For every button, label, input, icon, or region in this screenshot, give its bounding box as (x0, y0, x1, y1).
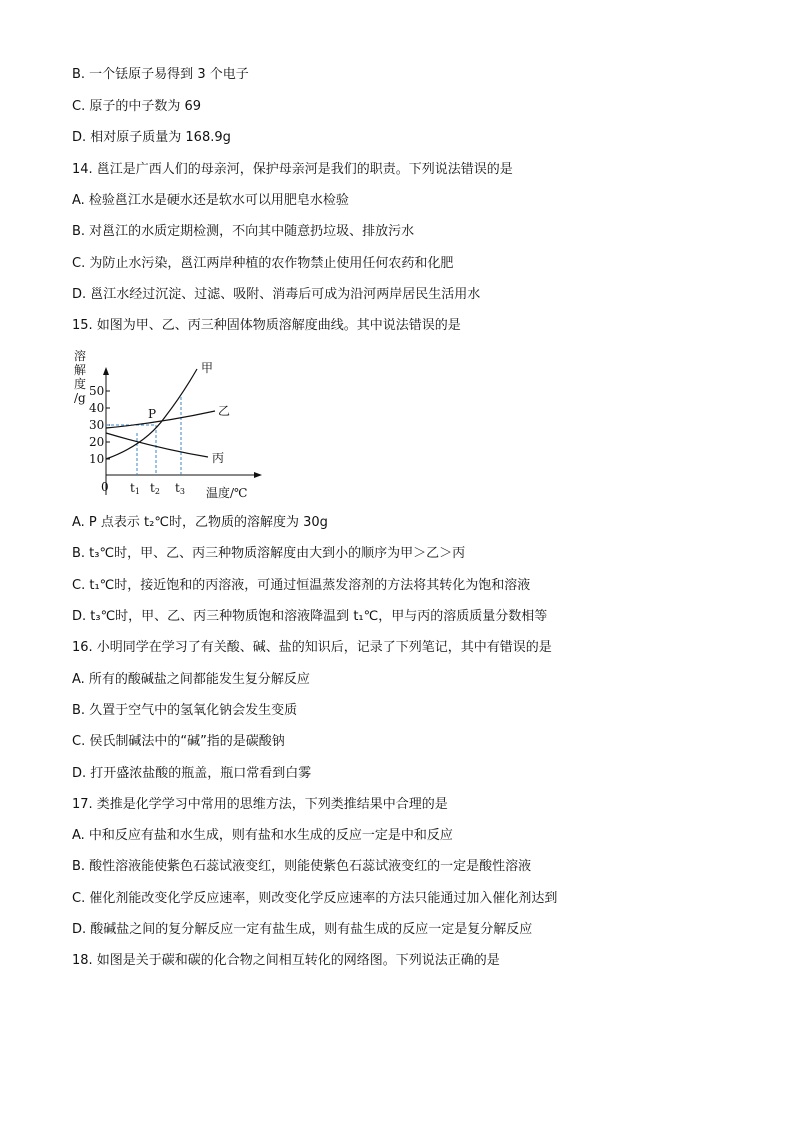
text-line-q13d: D. 相对原子质量为 168.9g (72, 130, 231, 145)
text-line-q14b: B. 对邕江的水质定期检测，不向其中随意扔垃圾、排放污水 (72, 224, 415, 239)
y-label-1: 溶 (74, 349, 87, 363)
text-line-q14c: C. 为防止水污染，邕江两岸种植的农作物禁止使用任何农药和化肥 (72, 256, 454, 271)
text-line-q17c: C. 催化剂能改变化学反应速率，则改变化学反应速率的方法只能通过加入催化剂达到 (72, 891, 558, 906)
text-line-q17: 17. 类推是化学学习中常用的思维方法，下列类推结果中合理的是 (72, 797, 448, 812)
text-line-q14: 14. 邕江是广西人们的母亲河，保护母亲河是我们的职责。下列说法错误的是 (72, 162, 513, 177)
curve-bing-label: 丙 (212, 451, 225, 465)
text-line-q16c: C. 侯氏制碱法中的“碱”指的是碳酸钠 (72, 734, 285, 749)
text-line-q15: 15. 如图为甲、乙、丙三种固体物质溶解度曲线。其中说法错误的是 (72, 318, 461, 333)
x-axis-arrow (254, 472, 262, 478)
text-line-q16b: B. 久置于空气中的氢氧化钠会发生变质 (72, 703, 298, 718)
text-line-q13b: B. 一个铥原子易得到 3 个电子 (72, 67, 249, 82)
curve-bing (106, 433, 208, 457)
ytick-label-50: 50 (89, 384, 105, 398)
text-line-q16: 16. 小明同学在学习了有关酸、碱、盐的知识后，记录了下列笔记，其中有错误的是 (72, 640, 552, 655)
curve-jia-label: 甲 (201, 361, 214, 375)
y-axis-arrow (103, 367, 109, 375)
text-line-q13c: C. 原子的中子数为 69 (72, 99, 202, 114)
y-label-4: /g (74, 391, 86, 405)
y-label-2: 解 (74, 363, 87, 377)
ytick-label-10: 10 (89, 452, 105, 466)
solubility-curve-graph (70, 345, 270, 505)
text-line-q14a: A. 检验邕江水是硬水还是软水可以用肥皂水检验 (72, 193, 349, 208)
text-line-q15a: A. P 点表示 t₂℃时，乙物质的溶解度为 30g (72, 515, 328, 530)
text-line-q17d: D. 酸碱盐之间的复分解反应一定有盐生成，则有盐生成的反应一定是复分解反应 (72, 922, 533, 937)
ytick-label-30: 30 (89, 418, 105, 432)
text-line-q17b: B. 酸性溶液能使紫色石蕊试液变红，则能使紫色石蕊试液变红的一定是酸性溶液 (72, 859, 532, 874)
ytick-label-20: 20 (89, 435, 105, 449)
xtick-t2: t2 (150, 481, 160, 496)
ytick-label-40: 40 (89, 401, 105, 415)
text-line-q15c: C. t₁℃时，接近饱和的丙溶液，可通过恒温蒸发溶剂的方法将其转化为饱和溶液 (72, 578, 531, 593)
point-p-label: P (148, 407, 157, 421)
xtick-t1: t1 (130, 481, 140, 496)
text-line-q16d: D. 打开盛浓盐酸的瓶盖，瓶口常看到白雾 (72, 766, 312, 781)
origin-label: 0 (101, 480, 109, 494)
text-line-q14d: D. 邕江水经过沉淀、过滤、吸附、消毒后可成为沿河两岸居民生活用水 (72, 287, 481, 302)
text-line-q15d: D. t₃℃时，甲、乙、丙三种物质饱和溶液降温到 t₁℃，甲与丙的溶质质量分数相等 (72, 609, 548, 624)
xtick-t3: t3 (175, 481, 185, 496)
y-label-3: 度 (74, 377, 87, 391)
x-axis-label: 温度/℃ (206, 486, 248, 500)
text-line-q17a: A. 中和反应有盐和水生成，则有盐和水生成的反应一定是中和反应 (72, 828, 453, 843)
text-line-q15b: B. t₃℃时，甲、乙、丙三种物质溶解度由大到小的顺序为甲＞乙＞丙 (72, 546, 466, 561)
text-line-q18: 18. 如图是关于碳和碳的化合物之间相互转化的网络图。下列说法正确的是 (72, 953, 500, 968)
curve-yi-label: 乙 (218, 404, 231, 418)
text-line-q16a: A. 所有的酸碱盐之间都能发生复分解反应 (72, 672, 310, 687)
